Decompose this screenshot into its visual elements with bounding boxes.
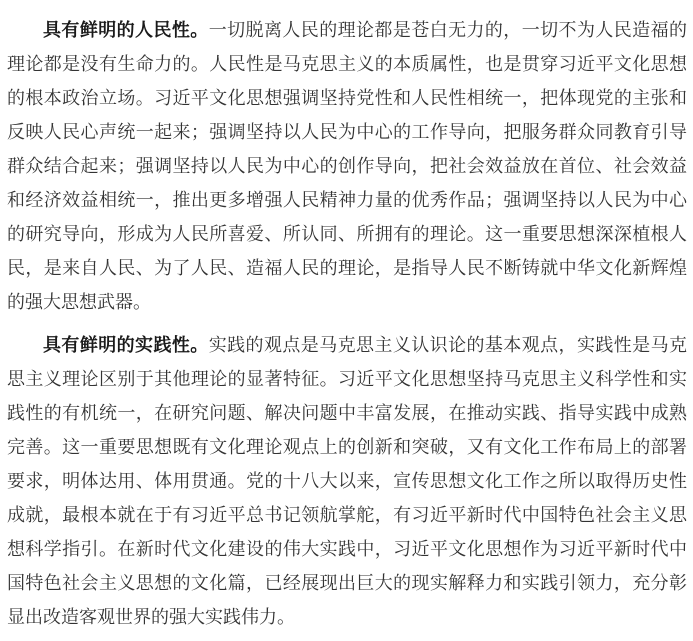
paragraph-lead: 具有鲜明的实践性。 xyxy=(43,335,209,355)
paragraph-body: 一切脱离人民的理论都是苍白无力的，一切不为人民造福的理论都是没有生命力的。人民性是马克思主义的本质属性，也是贯穿习近平文化思想的根本政治立场。习近平文化思想强调坚持党性和人民性相统一，把体现党的主张和反映人民心声统一起来；强调坚持以人民为中心的工作导向，把服务群众同教育引导群众结合起来；强调坚持以人民为中心的创作导向，把社会效益放在首位、社会效益和经济效益相统一，推出更多增强人民精神力量的优秀作品；强调坚持以人民为中心的研究导向，形成为人民所喜爱、所认同、所拥有的理论。这一重要思想深深植根人民，是来自人民、为了人民、造福人民的理论，是指导人民不断铸就中华文化新辉煌的强大思想武器。 xyxy=(7,20,688,312)
paragraph xyxy=(7,13,687,319)
paragraph xyxy=(7,328,687,634)
paragraph-lead: 具有鲜明的人民性。 xyxy=(43,20,209,40)
paragraph-body: 实践的观点是马克思主义认识论的基本观点，实践性是马克思主义理论区别于其他理论的显著特征。习近平文化思想坚持马克思主义科学性和实践性的有机统一，在研究问题、解决问题中丰富发展，在推动实践、指导实践中成熟完善。这一重要思想既有文化理论观点上的创新和突破，又有文化工作布局上的部署要求，明体达用、体用贯通。党的十八大以来，宣传思想文化工作之所以取得历史性成就，最根本就在于有习近平总书记领航掌舵，有习近平新时代中国特色社会主义思想科学指引。在新时代文化建设的伟大实践中，习近平文化思想作为习近平新时代中国特色社会主义思想的文化篇，已经展现出巨大的现实解释力和实践引领力，充分彰显出改造客观世界的强大实践伟力。 xyxy=(7,335,688,627)
